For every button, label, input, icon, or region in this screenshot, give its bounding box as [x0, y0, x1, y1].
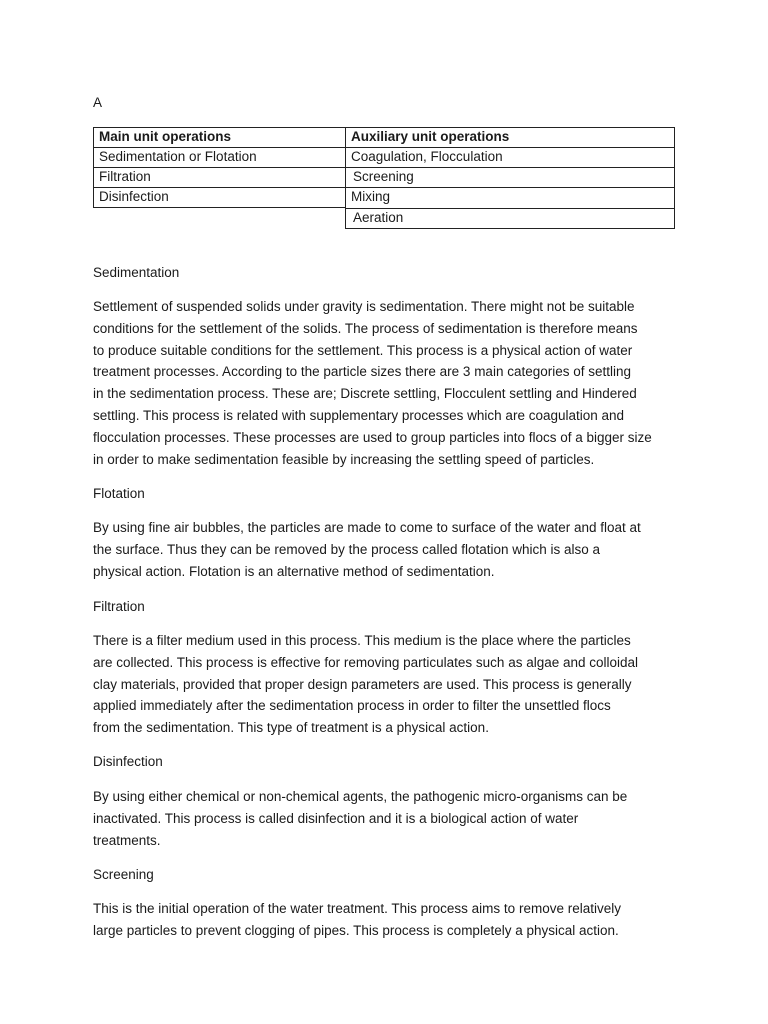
table-cell-main: Sedimentation or Flotation — [99, 149, 257, 164]
section-paragraph — [93, 898, 683, 942]
paragraph-line: inactivated. This process is called disinfection and it is a biological action of water — [93, 810, 579, 826]
table-cell-main: Disinfection — [99, 189, 169, 204]
paragraph-line: treatments. — [93, 832, 161, 848]
paragraph-line: There is a filter medium used in this process. This medium is the place where the particles — [93, 633, 631, 648]
paragraph-line: clay materials, provided that proper design parameters are used. This process is generally — [93, 676, 632, 692]
unit-operations-table — [93, 127, 675, 229]
section-heading: Flotation — [93, 486, 145, 501]
section-paragraph — [93, 517, 683, 582]
section-marker: A — [93, 95, 103, 110]
paragraph-line: the surface. Thus they can be removed by the process called flotation which is also a — [93, 541, 601, 557]
paragraph-line: to produce suitable conditions for the settlement. This process is a physical action of water — [93, 342, 633, 358]
paragraph-line: flocculation processes. These processes are used to group particles into flocs of a bigger size — [93, 429, 652, 445]
section-heading: Sedimentation — [93, 265, 180, 280]
paragraph-line: in order to make sedimentation feasible by increasing the settling speed of particles. — [93, 451, 595, 467]
table-cell-aux: Screening — [353, 169, 414, 184]
paragraph-line: settling. This process is related with supplementary processes which are coagulation and — [93, 407, 625, 423]
section-heading: Disinfection — [93, 754, 163, 769]
section-heading: Screening — [93, 867, 154, 882]
table-cell-aux: Mixing — [351, 189, 391, 204]
table-cell-aux: Coagulation, Flocculation — [351, 149, 503, 164]
paragraph-line: are collected. This process is effective for removing particulates such as algae and colloidal — [93, 654, 639, 670]
table-cell-aux: Aeration — [353, 210, 404, 225]
section-paragraph — [93, 786, 683, 851]
section-paragraph — [93, 630, 683, 739]
section-paragraph — [93, 296, 683, 470]
paragraph-line: large particles to prevent clogging of pipes. This process is completely a physical action. — [93, 922, 619, 938]
paragraph-line: By using either chemical or non-chemical agents, the pathogenic micro-organisms can be — [93, 789, 628, 804]
paragraph-line: physical action. Flotation is an alternative method of sedimentation. — [93, 563, 495, 579]
paragraph-line: Settlement of suspended solids under gravity is sedimentation. There might not be suitable — [93, 299, 635, 314]
section-heading: Filtration — [93, 599, 145, 614]
paragraph-line: from the sedimentation. This type of treatment is a physical action. — [93, 720, 489, 736]
paragraph-line: By using fine air bubbles, the particles are made to come to surface of the water and float at — [93, 520, 641, 535]
paragraph-line: applied immediately after the sedimentation process in order to filter the unsettled flocs — [93, 698, 611, 714]
paragraph-line: in the sedimentation process. These are; Discrete settling, Flocculent settling and Hindered — [93, 386, 637, 402]
table-header-main: Main unit operations — [99, 129, 232, 144]
paragraph-line: treatment processes. According to the particle sizes there are 3 main categories of settling — [93, 364, 632, 380]
paragraph-line: conditions for the settlement of the solids. The process of sedimentation is therefore means — [93, 320, 638, 336]
table-header-aux: Auxiliary unit operations — [351, 129, 510, 144]
paragraph-line: This is the initial operation of the water treatment. This process aims to remove relatively — [93, 901, 621, 916]
table-cell-main: Filtration — [99, 169, 151, 184]
